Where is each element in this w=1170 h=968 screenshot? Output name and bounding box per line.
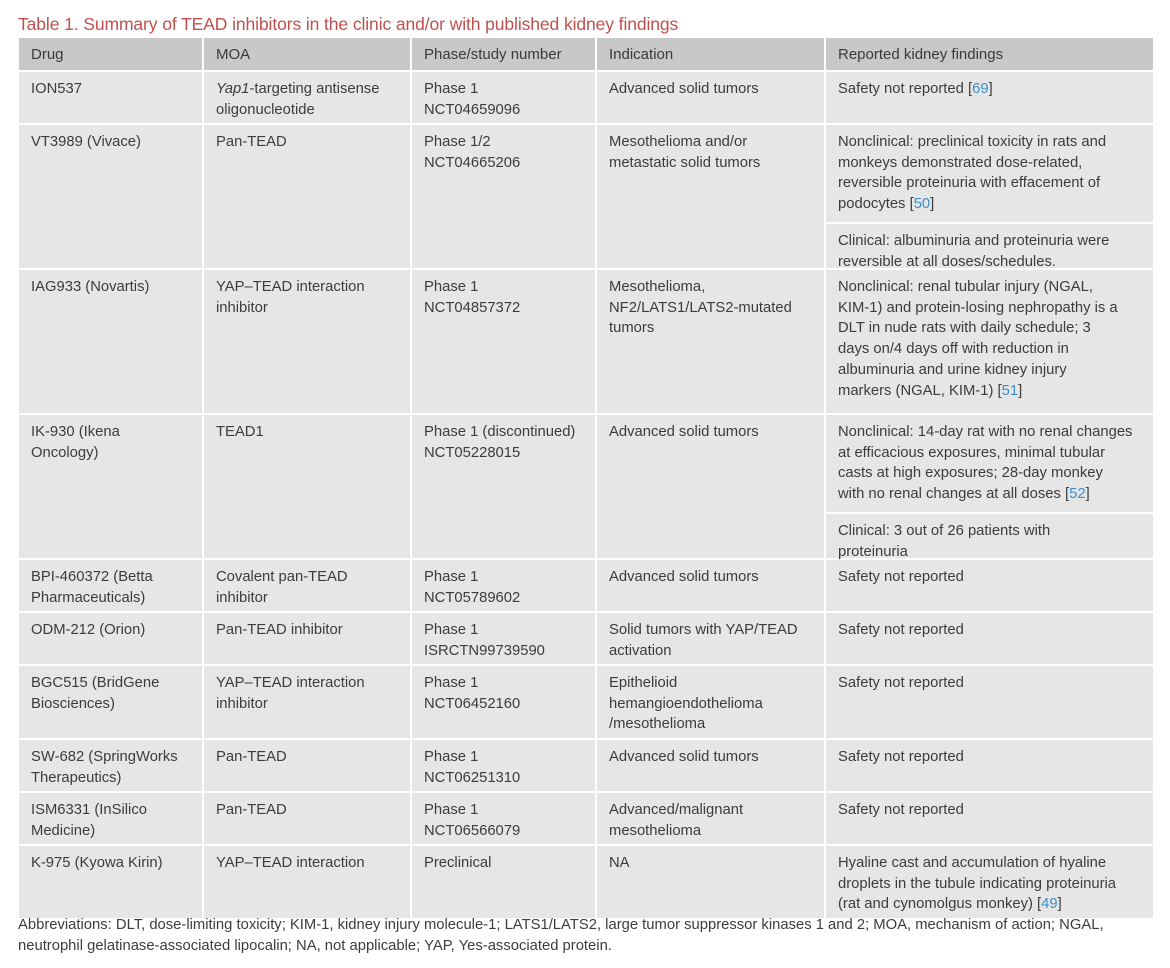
cell-line: Phase 1 [424,675,479,691]
cell-drug [19,740,202,791]
cell-line: NF2/LATS1/LATS2-mutated [609,299,792,316]
cell-kidney-findings [824,125,1153,268]
inhibitors-table [19,38,1153,918]
finding-text: Safety not reported [838,569,964,585]
cell-line: NCT06452160 [424,695,521,712]
cell-line: tumors [609,320,655,337]
cell-line: Advanced solid tumors [609,569,759,585]
cell-line: YAP–TEAD interaction [216,279,365,295]
header-drug: Drug [31,46,64,63]
cell-drug [19,846,202,918]
cell-line [838,521,1145,542]
cell-line: K-975 (Kyowa Kirin) [31,855,163,871]
cell-line: inhibitor [216,589,268,606]
cell-line: YAP–TEAD interaction [216,675,365,691]
cell-line: VT3989 (Vivace) [31,134,141,150]
cell-line: /mesothelioma [609,716,706,733]
finding-text: proteinuria [838,543,908,560]
cell-line [838,132,1145,153]
cell-line [838,298,1145,319]
cell-line: Mesothelioma, [609,279,706,295]
cell-phase [410,793,595,844]
cell-line [838,153,1145,174]
cell-indication [595,666,824,738]
cell-line [216,79,402,100]
cell-line: SW-682 (SpringWorks [31,749,178,765]
table-caption: Table 1. Summary of TEAD inhibitors in the clinic and/or with published kidney findings [18,14,679,34]
cell-line: Phase 1 [424,622,479,638]
cell-line: mesothelioma [609,822,702,839]
cell-phase [410,125,595,268]
cell-line [838,894,1145,915]
finding-block [826,72,1153,107]
finding-text: days on/4 days off with reduction in [838,341,1069,358]
finding-text: (rat and cynomolgus monkey) [838,896,1033,913]
table-row [19,791,1153,844]
cell-phase [410,415,595,558]
finding-text: monkeys demonstrated dose-related, [838,154,1083,171]
cell-line: oligonucleotide [216,101,315,118]
cell-line: ISM6331 (InSilico [31,802,147,818]
cell-kidney-findings [824,270,1153,413]
finding-text: Safety not reported [838,675,964,691]
cell-line: Pan-TEAD [216,134,287,150]
bracket: [ [1060,486,1070,503]
table-header-row [19,38,1153,70]
cell-drug [19,560,202,611]
cell-phase [410,846,595,918]
cell-drug [19,270,202,413]
cell-drug [19,666,202,738]
cell-kidney-findings [824,613,1153,664]
finding-text: with no renal changes at all doses [838,486,1061,503]
cell-kidney-findings [824,72,1153,123]
cell-indication [595,125,824,268]
finding-text: Safety not reported [838,622,964,638]
cell-moa [202,125,410,268]
header-kidney-findings: Reported kidney findings [824,38,1153,70]
cell-line [838,800,1145,821]
cell-line: ODM-212 (Orion) [31,622,146,638]
cell-line: Medicine) [31,822,96,839]
finding-text: at efficacious exposures, minimal tubular [838,444,1106,461]
cell-indication [595,613,824,664]
bracket: ] [930,196,935,213]
cell-line: Advanced/malignant [609,802,744,818]
cell-kidney-findings [824,560,1153,611]
abbreviations-footnote: Abbreviations: DLT, dose-limiting toxicity; KIM-1, kidney injury molecule-1; LATS1/LATS2, large tumor suppressor kinases 1 and 2; MOA, mechanism of action; NGAL, neutrophil gelatinase-associated lipocalin; NA, not applicable; YAP, Yes-associated protein. [18,917,1104,954]
reference-link[interactable]: 51 [1001,382,1019,399]
finding-block [826,846,1153,922]
finding-block [826,666,1153,701]
cell-line [838,173,1145,194]
finding-block [826,740,1153,775]
cell-line [838,79,1145,100]
cell-line [838,874,1145,895]
cell-moa [202,613,410,664]
cell-line [838,443,1145,464]
finding-text: podocytes [838,196,906,213]
cell-moa [202,846,410,918]
cell-line [838,747,1145,768]
cell-line: Pan-TEAD [216,749,287,765]
cell-line: Solid tumors with YAP/TEAD [609,622,798,638]
cell-line [838,567,1145,588]
table-row [19,664,1153,738]
cell-line: Therapeutics) [31,769,122,786]
bracket: [ [1032,896,1042,913]
table-row [19,268,1153,413]
cell-line: metastatic solid tumors [609,154,761,171]
cell-indication [595,560,824,611]
finding-text: Nonclinical: 14-day rat with no renal changes [838,424,1133,440]
reference-link[interactable]: 50 [913,196,931,213]
cell-line: BGC515 (BridGene [31,675,160,691]
cell-phase [410,613,595,664]
cell-line [838,620,1145,641]
finding-text: Clinical: albuminuria and proteinuria were [838,232,1110,249]
cell-line: Phase 1 [424,279,479,295]
cell-phase [410,740,595,791]
cell-phase [410,560,595,611]
cell-moa [202,740,410,791]
bracket: ] [988,81,993,97]
cell-line: BPI-460372 (Betta [31,569,153,585]
finding-text: Hyaline cast and accumulation of hyaline [838,855,1107,871]
cell-line: inhibitor [216,695,268,712]
cell-phase [410,666,595,738]
cell-line: Epithelioid [609,675,678,691]
cell-line: Phase 1 [424,802,479,818]
cell-line [838,463,1145,484]
finding-block [826,793,1153,828]
table-row [19,738,1153,791]
cell-line: Phase 1 (discontinued) [424,424,576,440]
bracket: ] [1085,486,1090,503]
cell-drug [19,72,202,123]
cell-kidney-findings [824,740,1153,791]
finding-block [826,415,1153,512]
cell-line [838,277,1145,298]
reference-link[interactable]: 69 [972,81,989,97]
cell-line: Phase 1 [424,569,479,585]
cell-drug [19,613,202,664]
cell-line: Phase 1 [424,81,479,97]
cell-line: Phase 1/2 [424,134,491,150]
cell-line: NCT05228015 [424,444,521,461]
bracket: [ [963,81,973,97]
cell-kidney-findings [824,846,1153,918]
cell-moa [202,72,410,123]
cell-line: NCT04665206 [424,154,521,171]
cell-line [838,853,1145,874]
cell-line [838,484,1145,505]
finding-block [826,560,1153,595]
bracket: [ [905,196,914,213]
cell-line: Advanced solid tumors [609,749,759,765]
finding-text: Safety not reported [838,802,964,818]
reference-link[interactable]: 52 [1069,486,1086,503]
header-phase: Phase/study number [410,38,595,70]
cell-kidney-findings [824,793,1153,844]
finding-text: casts at high exposures; 28-day monkey [838,465,1103,482]
cell-moa [202,270,410,413]
cell-line: Preclinical [424,855,492,871]
finding-text: Safety not reported [838,81,964,97]
cell-line-rest: -targeting antisense [249,81,380,97]
finding-text: KIM-1) and protein-losing nephropathy is a [838,299,1118,316]
cell-line: YAP–TEAD interaction [216,855,365,871]
cell-line: Phase 1 [424,749,479,765]
cell-line: IAG933 (Novartis) [31,279,150,295]
cell-line: inhibitor [216,299,268,316]
cell-line: NCT04659096 [424,101,521,118]
cell-line: NCT06251310 [424,769,521,786]
table-body [19,70,1153,918]
cell-line: NCT05789602 [424,589,521,606]
cell-line [838,339,1145,360]
finding-text: albuminuria and urine kidney injury [838,361,1067,378]
finding-text: reversible proteinuria with effacement of [838,175,1101,192]
table-row [19,413,1153,558]
table-row [19,123,1153,268]
cell-line: ION537 [31,81,82,97]
cell-phase [410,270,595,413]
finding-block [826,613,1153,648]
bracket: ] [1018,382,1023,399]
cell-moa [202,793,410,844]
cell-line: ISRCTN99739590 [424,642,545,659]
table-row [19,844,1153,918]
cell-phase [410,72,595,123]
finding-text: Nonclinical: renal tubular injury (NGAL, [838,279,1093,295]
cell-line: NCT04857372 [424,299,521,316]
cell-indication [595,846,824,918]
cell-indication [595,740,824,791]
cell-kidney-findings [824,415,1153,558]
cell-line [838,318,1145,339]
cell-indication [595,415,824,558]
cell-line: activation [609,642,672,659]
bracket: [ [993,382,1002,399]
reference-link[interactable]: 49 [1041,896,1058,913]
header-indication: Indication [595,38,824,70]
finding-text: Nonclinical: preclinical toxicity in rats and [838,134,1107,150]
finding-block [826,270,1153,408]
cell-line: Advanced solid tumors [609,81,759,97]
cell-moa [202,560,410,611]
cell-line [838,673,1145,694]
cell-line: Pan-TEAD inhibitor [216,622,343,638]
finding-text: DLT in nude rats with daily schedule; 3 [838,320,1091,337]
cell-line: IK-930 (Ikena [31,424,120,440]
cell-indication [595,270,824,413]
cell-line: Covalent pan-TEAD [216,569,348,585]
cell-drug [19,415,202,558]
cell-line: hemangioendothelioma [609,695,763,712]
cell-line [838,194,1145,215]
finding-text: reversible at all doses/schedules. [838,253,1056,270]
cell-line: NA [609,855,630,871]
cell-line [838,360,1145,381]
cell-line: Pan-TEAD [216,802,287,818]
finding-text: droplets in the tubule indicating proteinuria [838,875,1117,892]
bracket: ] [1057,896,1062,913]
cell-line: NCT06566079 [424,822,521,839]
cell-drug [19,125,202,268]
finding-text: Clinical: 3 out of 26 patients with [838,522,1051,539]
gene-name: Yap1 [216,81,250,97]
cell-drug [19,793,202,844]
header-moa: MOA [202,38,410,70]
cell-kidney-findings [824,666,1153,738]
finding-text: Safety not reported [838,749,964,765]
cell-line: Advanced solid tumors [609,424,759,440]
cell-line: Pharmaceuticals) [31,589,146,606]
cell-moa [202,415,410,558]
cell-line: Biosciences) [31,695,115,712]
cell-line [838,231,1145,252]
cell-line [838,381,1145,402]
cell-line: Mesothelioma and/or [609,134,748,150]
cell-indication [595,793,824,844]
cell-line: Oncology) [31,444,99,461]
table-row [19,558,1153,611]
table-row [19,611,1153,664]
table-row [19,70,1153,123]
cell-indication [595,72,824,123]
finding-block [826,125,1153,222]
cell-moa [202,666,410,738]
cell-line: TEAD1 [216,424,264,440]
cell-line [838,422,1145,443]
finding-text: markers (NGAL, KIM-1) [838,382,994,399]
